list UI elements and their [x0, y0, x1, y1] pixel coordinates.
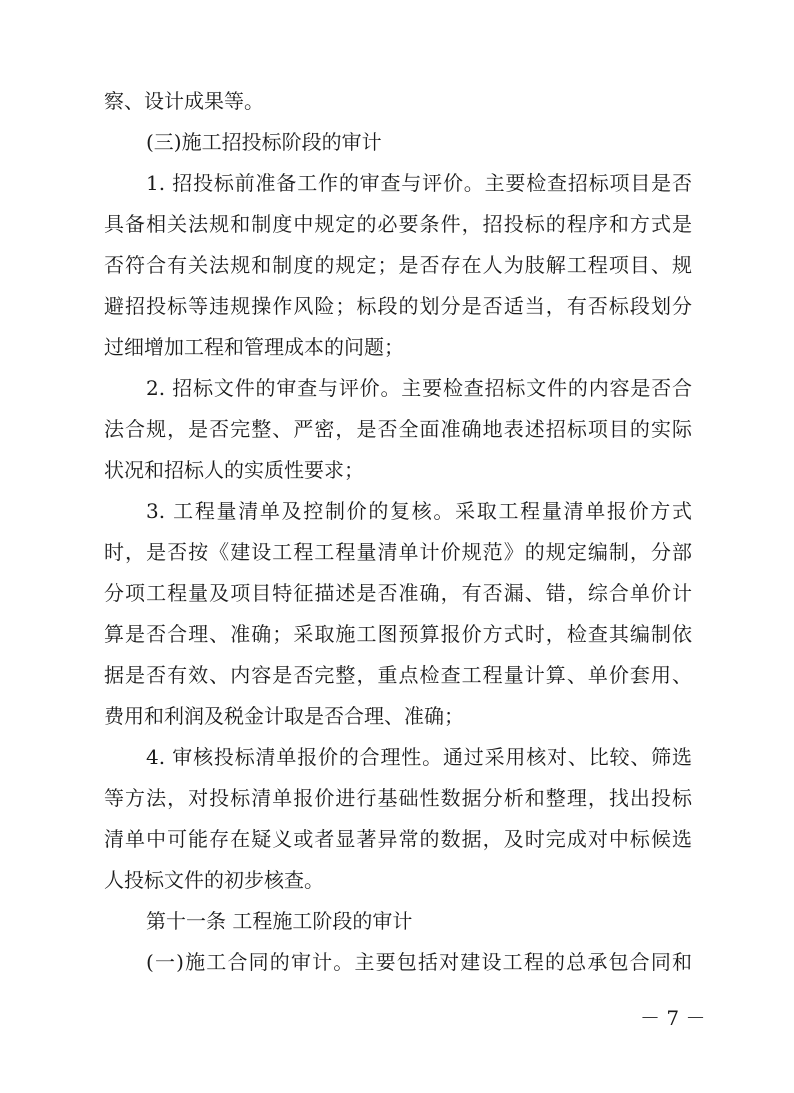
paragraph-line: 察、设计成果等。 [104, 89, 264, 113]
paragraph-line: 清单中可能存在疑义或者显著异常的数据，及时完成对中标候选 [104, 827, 692, 851]
article-heading: 第十一条 工程施工阶段的审计 [146, 909, 413, 933]
paragraph-line: 法合规，是否完整、严密，是否全面准确地表述招标项目的实际 [104, 417, 692, 441]
paragraph-line: 过细增加工程和管理成本的问题； [104, 335, 404, 359]
paragraph-line: 人投标文件的初步核查。 [104, 868, 324, 892]
paragraph-line: 费用和利润及税金计取是否合理、准确； [104, 704, 464, 728]
paragraph-line: 2. 招标文件的审查与评价。主要检查招标文件的内容是否合 [146, 376, 692, 400]
paragraph-line: 4. 审核投标清单报价的合理性。通过采用核对、比较、筛选 [146, 745, 692, 769]
paragraph-line: 避招投标等违规操作风险；标段的划分是否适当，有否标段划分 [104, 294, 692, 318]
paragraph-line: 时，是否按《建设工程工程量清单计价规范》的规定编制，分部 [104, 540, 692, 564]
paragraph-line: (一)施工合同的审计。主要包括对建设工程的总承包合同和 [146, 950, 692, 974]
section-heading: (三)施工招投标阶段的审计 [146, 130, 382, 154]
paragraph-line: 等方法，对投标清单报价进行基础性数据分析和整理，找出投标 [104, 786, 692, 810]
paragraph-line: 算是否合理、准确；采取施工图预算报价方式时，检查其编制依 [104, 622, 692, 646]
paragraph-line: 分项工程量及项目特征描述是否准确，有否漏、错，综合单价计 [104, 581, 692, 605]
paragraph-line: 否符合有关法规和制度的规定；是否存在人为肢解工程项目、规 [104, 253, 692, 277]
paragraph-line: 3. 工程量清单及控制价的复核。采取工程量清单报价方式 [146, 499, 692, 523]
paragraph-line: 状况和招标人的实质性要求； [104, 458, 364, 482]
paragraph-line: 具备相关法规和制度中规定的必要条件，招投标的程序和方式是 [104, 212, 692, 236]
paragraph-line: 1. 招投标前准备工作的审查与评价。主要检查招标项目是否 [146, 171, 692, 195]
paragraph-line: 据是否有效、内容是否完整，重点检查工程量计算、单价套用、 [104, 663, 692, 687]
page-number: － 7 － [640, 1006, 706, 1030]
